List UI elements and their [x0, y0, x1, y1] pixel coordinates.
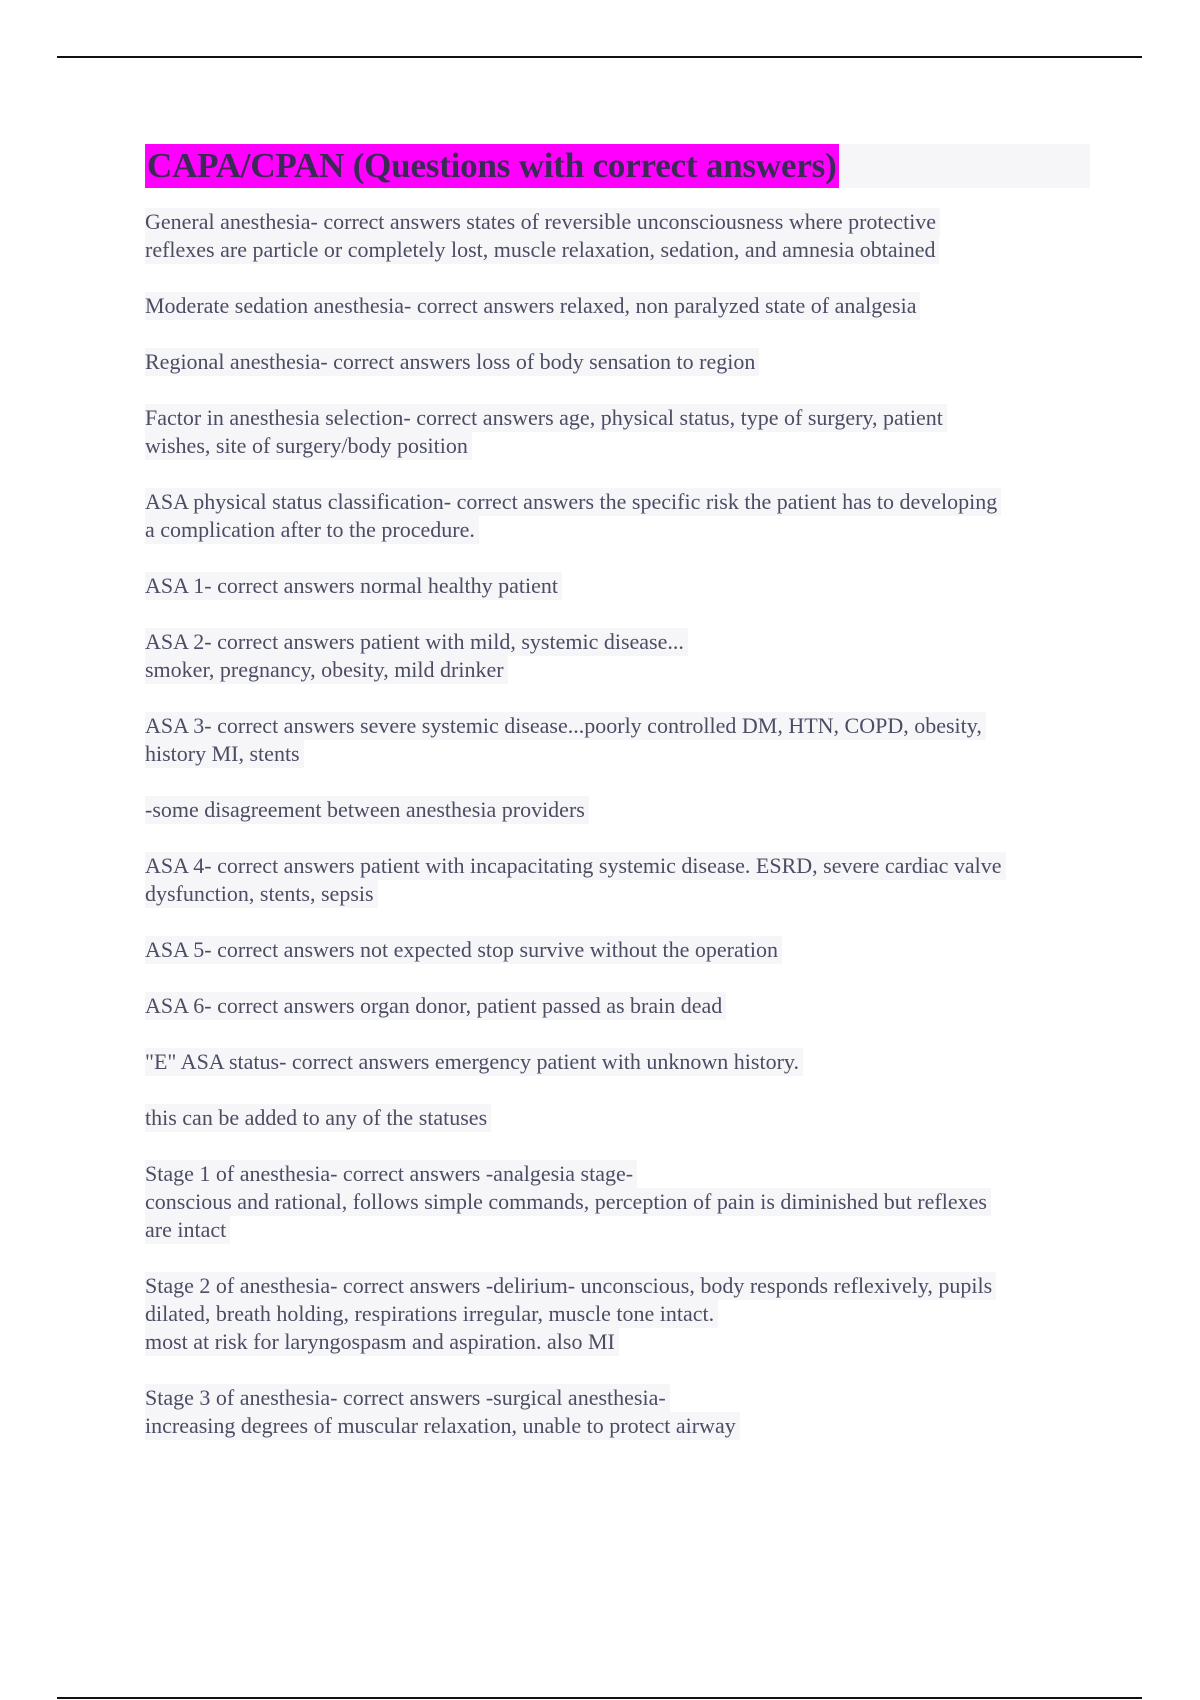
top-rule [57, 56, 1142, 58]
qa-entry-line: Moderate sedation anesthesia- correct answers relaxed, non paralyzed state of analgesia [145, 292, 920, 320]
qa-entry [145, 572, 1090, 600]
qa-entry [145, 1272, 1090, 1356]
qa-entry-line: wishes, site of surgery/body position [145, 432, 472, 460]
qa-entry [145, 1384, 1090, 1440]
qa-entry-line: conscious and rational, follows simple commands, perception of pain is diminished but reflexes [145, 1188, 991, 1216]
qa-entry-line: ASA 4- correct answers patient with incapacitating systemic disease. ESRD, severe cardiac valve [145, 852, 1006, 880]
qa-entry-line: General anesthesia- correct answers states of reversible unconsciousness where protective [145, 208, 940, 236]
qa-entry-line: this can be added to any of the statuses [145, 1104, 491, 1132]
qa-entry-line: reflexes are particle or completely lost, muscle relaxation, sedation, and amnesia obtained [145, 236, 939, 264]
qa-entry [145, 628, 1090, 684]
qa-entry-line: are intact [145, 1216, 230, 1244]
qa-entry-line: -some disagreement between anesthesia providers [145, 796, 589, 824]
bottom-rule [57, 1697, 1142, 1699]
qa-entry [145, 348, 1090, 376]
qa-entry-line: Stage 2 of anesthesia- correct answers -delirium- unconscious, body responds reflexively, pupils [145, 1272, 996, 1300]
qa-entry-line: smoker, pregnancy, obesity, mild drinker [145, 656, 508, 684]
entries-list [145, 208, 1090, 1440]
qa-entry-line: dilated, breath holding, respirations irregular, muscle tone intact. [145, 1300, 718, 1328]
qa-entry [145, 852, 1090, 908]
qa-entry [145, 208, 1090, 264]
document-title: CAPA/CPAN (Questions with correct answers) [145, 144, 839, 188]
qa-entry [145, 1048, 1090, 1076]
qa-entry [145, 1160, 1090, 1244]
qa-entry-line: Regional anesthesia- correct answers loss of body sensation to region [145, 348, 759, 376]
qa-entry-line: ASA 2- correct answers patient with mild, systemic disease... [145, 628, 688, 656]
qa-entry-line: ASA 1- correct answers normal healthy patient [145, 572, 562, 600]
qa-entry-line: Stage 1 of anesthesia- correct answers -analgesia stage- [145, 1160, 637, 1188]
qa-entry [145, 404, 1090, 460]
qa-entry-line: a complication after to the procedure. [145, 516, 479, 544]
qa-entry-line: most at risk for laryngospasm and aspiration. also MI [145, 1328, 619, 1356]
qa-entry [145, 292, 1090, 320]
qa-entry-line: Stage 3 of anesthesia- correct answers -surgical anesthesia- [145, 1384, 670, 1412]
qa-entry-line: Factor in anesthesia selection- correct answers age, physical status, type of surgery, patient [145, 404, 947, 432]
document-page [145, 144, 1090, 1468]
qa-entry-line: history MI, stents [145, 740, 304, 768]
qa-entry-line: ASA 6- correct answers organ donor, patient passed as brain dead [145, 992, 726, 1020]
title-bar [145, 144, 1090, 188]
qa-entry [145, 712, 1090, 768]
qa-entry [145, 796, 1090, 824]
qa-entry [145, 1104, 1090, 1132]
qa-entry [145, 488, 1090, 544]
qa-entry-line: ASA physical status classification- correct answers the specific risk the patient has to developing [145, 488, 1001, 516]
qa-entry-line: "E" ASA status- correct answers emergency patient with unknown history. [145, 1048, 803, 1076]
qa-entry-line: increasing degrees of muscular relaxation, unable to protect airway [145, 1412, 740, 1440]
qa-entry [145, 936, 1090, 964]
qa-entry-line: ASA 5- correct answers not expected stop survive without the operation [145, 936, 782, 964]
qa-entry-line: dysfunction, stents, sepsis [145, 880, 378, 908]
qa-entry-line: ASA 3- correct answers severe systemic disease...poorly controlled DM, HTN, COPD, obesity, [145, 712, 986, 740]
qa-entry [145, 992, 1090, 1020]
